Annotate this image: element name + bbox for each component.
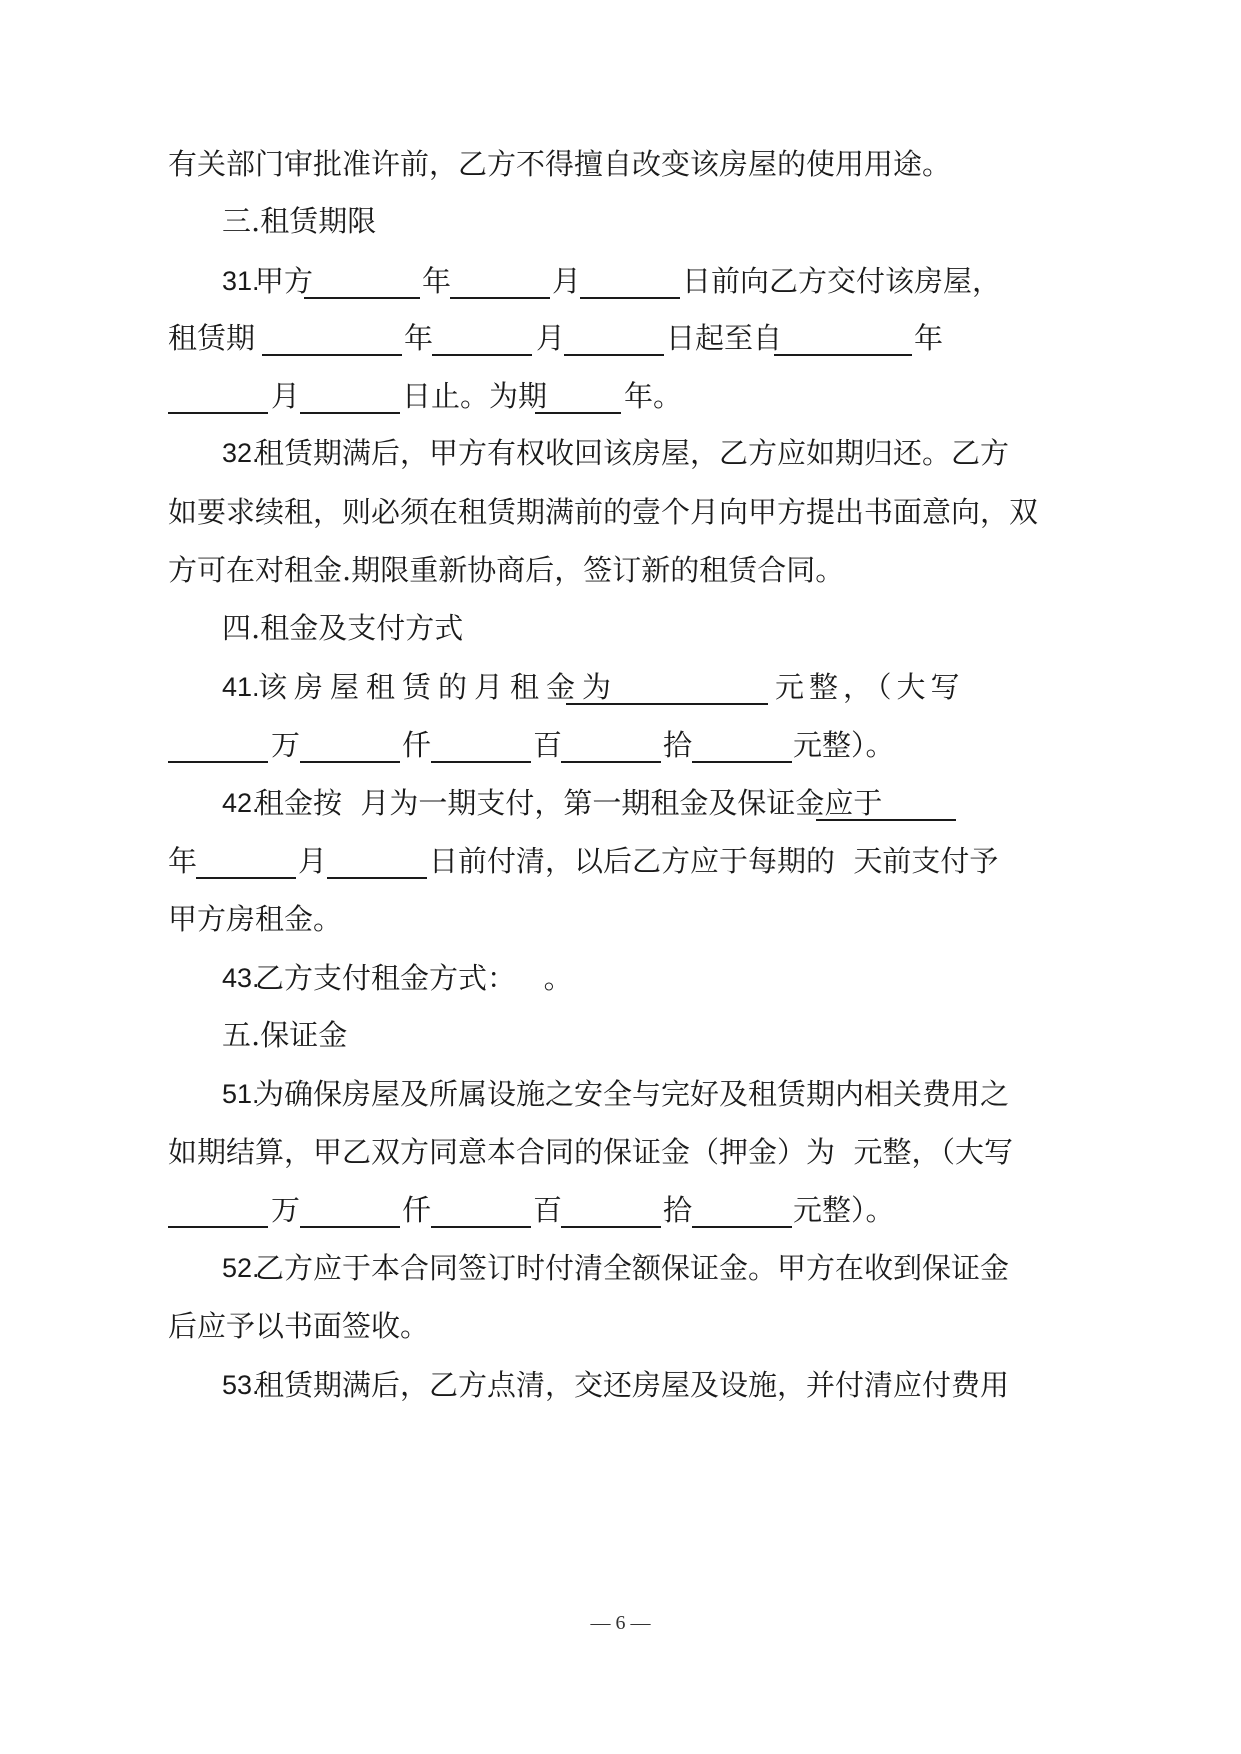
text: 年	[422, 264, 452, 298]
clause-number: 42.	[222, 788, 260, 818]
text: 日前付清，以后乙方应于每期的 天前支付予	[429, 844, 999, 878]
fill-blank	[692, 720, 792, 770]
text: 拾	[663, 1193, 693, 1227]
text: 年	[168, 844, 198, 878]
clause-number: 31.	[222, 266, 260, 296]
clause-31	[0, 256, 1241, 306]
fill-blank	[432, 313, 532, 363]
fill-blank	[564, 313, 664, 363]
text: 如期结算，甲乙双方同意本合同的保证金（押金）为 元整，（大写	[168, 1135, 1013, 1169]
paragraph-line	[0, 139, 1241, 189]
clause-51-line-2	[0, 1127, 1241, 1177]
fill-blank	[300, 720, 400, 770]
section-5-heading: 五.保证金	[222, 1018, 348, 1052]
text: 拾	[663, 728, 693, 762]
clause-42	[0, 778, 1241, 828]
clause-51	[0, 1069, 1241, 1119]
fill-blank	[168, 720, 268, 770]
text: 租赁期	[168, 321, 256, 355]
section-4-heading: 四.租金及支付方式	[222, 611, 464, 645]
text: 租赁期满后，甲方有权收回该房屋，乙方应如期归还。乙方	[255, 436, 1010, 470]
fill-blank	[535, 371, 621, 421]
text: 该房屋租赁的月租金为	[258, 670, 619, 704]
text: 月	[298, 844, 328, 878]
clause-number: 41.	[222, 672, 260, 702]
text: 后应予以书面签收。	[168, 1309, 430, 1343]
section-heading	[0, 1010, 1241, 1060]
clause-51-line-3	[0, 1185, 1241, 1235]
text: 甲方房租金。	[168, 902, 343, 936]
fill-blank	[580, 256, 680, 306]
clause-41-line-2	[0, 720, 1241, 770]
text: 百	[533, 728, 563, 762]
clause-number: 43.	[222, 963, 260, 993]
text: 万	[271, 728, 301, 762]
text: 日止。为期	[402, 379, 548, 413]
clause-53	[0, 1360, 1241, 1410]
clause-32	[0, 428, 1241, 478]
text: 乙方支付租金方式： 。	[255, 961, 573, 995]
clause-number: 53.	[222, 1370, 260, 1400]
fill-blank	[431, 1185, 531, 1235]
text: 月	[271, 379, 301, 413]
fill-blank	[300, 1185, 400, 1235]
clause-42-line-2	[0, 836, 1241, 886]
text: 元整）。	[793, 1193, 895, 1227]
clause-number: 52.	[222, 1253, 260, 1283]
text: 租赁期满后，乙方点清，交还房屋及设施，并付清应付费用	[255, 1368, 1010, 1402]
fill-blank	[304, 256, 420, 306]
clause-32-line-3	[0, 545, 1241, 595]
fill-blank	[692, 1185, 792, 1235]
clause-42-line-3	[0, 894, 1241, 944]
clause-number: 32.	[222, 438, 260, 468]
text: 月	[536, 321, 566, 355]
text: 仟	[402, 728, 432, 762]
text: 乙方应于本合同签订时付清全额保证金。甲方在收到保证金	[255, 1251, 1010, 1285]
text: 百	[533, 1193, 563, 1227]
clause-43	[0, 953, 1241, 1003]
text: 月	[552, 264, 582, 298]
section-heading	[0, 196, 1241, 246]
fill-blank	[816, 778, 956, 828]
section-3-heading: 三.租赁期限	[222, 204, 377, 238]
text: 年。	[624, 379, 683, 413]
text: 仟	[402, 1193, 432, 1227]
fill-blank	[431, 720, 531, 770]
fill-blank	[262, 313, 402, 363]
fill-blank	[327, 836, 427, 886]
text: 为确保房屋及所属设施之安全与完好及租赁期内相关费用之	[255, 1077, 1010, 1111]
fill-blank	[561, 1185, 661, 1235]
clause-52	[0, 1243, 1241, 1293]
clause-31-line-2	[0, 313, 1241, 363]
fill-blank	[168, 371, 268, 421]
fill-blank	[561, 720, 661, 770]
section-heading	[0, 603, 1241, 653]
fill-blank	[300, 371, 400, 421]
text: 日前向乙方交付该房屋，	[682, 264, 1002, 298]
fill-blank	[196, 836, 296, 886]
fill-blank	[168, 1185, 268, 1235]
clause-52-line-2	[0, 1301, 1241, 1351]
clause-31-line-3	[0, 371, 1241, 421]
text: 方可在对租金.期限重新协商后，签订新的租赁合同。	[168, 553, 845, 587]
text: 万	[271, 1193, 301, 1227]
text: 元整）。	[793, 728, 895, 762]
clause-32-line-2	[0, 487, 1241, 537]
text: 年	[914, 321, 944, 355]
text: 甲方	[255, 264, 314, 298]
clause-41	[0, 662, 1241, 712]
text: 年	[404, 321, 434, 355]
clause-number: 51.	[222, 1079, 260, 1109]
fill-blank	[566, 662, 768, 712]
text: 元整，（大写	[775, 670, 965, 704]
fill-blank	[450, 256, 550, 306]
fill-blank	[774, 313, 912, 363]
text: 日起至自	[666, 321, 783, 355]
text: 租金按 月为一期支付，第一期租金及保证金应于	[255, 786, 883, 820]
text: 如要求续租，则必须在租赁期满前的壹个月向甲方提出书面意向，双	[168, 495, 1039, 529]
text: 有关部门审批准许前，乙方不得擅自改变该房屋的使用用途。	[168, 147, 952, 181]
page-number: — 6 —	[590, 1612, 651, 1634]
